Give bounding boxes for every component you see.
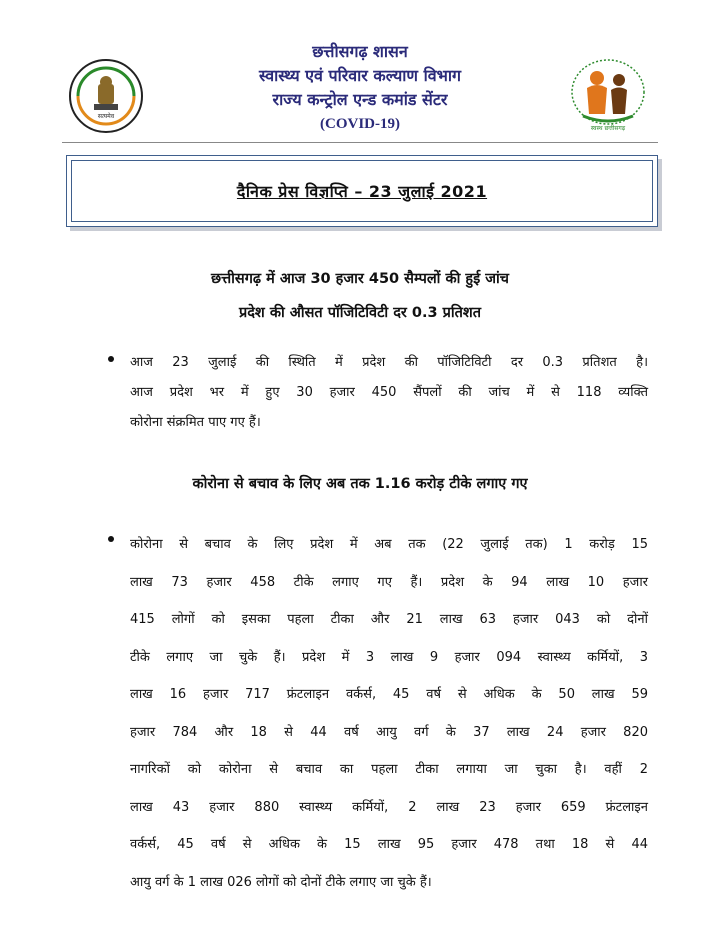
svg-text:सत्यमेव: सत्यमेव <box>97 113 115 120</box>
department-heading <box>180 40 540 136</box>
headline-vaccination: कोरोना से बचाव के लिए अब तक 1.16 करोड़ टीके लगाए गए <box>192 476 528 492</box>
heading-covid: (COVID-19) <box>320 116 400 132</box>
bullet2-line-1: कोरोना से बचाव के लिए प्रदेश में अब तक (22 जुलाई तक) 1 करोड़ 15 <box>130 537 648 552</box>
bullet-dot <box>108 356 114 362</box>
bullet1-line-2: आज प्रदेश भर में हुए 30 हजार 450 सैंपलों की जांच में से 118 व्यक्ति <box>130 385 648 400</box>
right-logo-caption: स्वस्थ छत्तीसगढ़ <box>590 125 626 132</box>
bullet2-line-4: टीके लगाए जा चुके हैं। प्रदेश में 3 लाख 9 हजार 094 स्वास्थ्य कर्मियों, 3 <box>130 649 648 665</box>
press-release-title-box <box>66 155 658 227</box>
bullet-positivity-text <box>130 348 648 438</box>
bullet2-line-5: लाख 16 हजार 717 फ्रंटलाइन वर्कर्स, 45 वर्ष से अधिक के 50 लाख 59 <box>130 687 648 702</box>
heading-control-center: राज्य कन्ट्रोल एन्ड कमांड सेंटर <box>272 90 448 109</box>
heading-department: स्वास्थ्य एवं परिवार कल्याण विभाग <box>258 66 462 85</box>
heading-state-government: छत्तीसगढ़ शासन <box>312 42 408 61</box>
bullet2-line-10: आयु वर्ग के 1 लाख 026 लोगों को दोनों टीके लगाए जा चुके हैं। <box>130 874 432 890</box>
bullet2-line-3: 415 लोगों को इसका पहला टीका और 21 लाख 63 हजार 043 को दोनों <box>130 612 648 627</box>
bullet2-line-2: लाख 73 हजार 458 टीके लगाए गए हैं। प्रदेश के 94 लाख 10 हजार <box>130 574 648 590</box>
bullet2-line-6: हजार 784 और 18 से 44 वर्ष आयु वर्ग के 37 लाख 24 हजार 820 <box>130 724 648 740</box>
bullet-dot <box>108 536 114 542</box>
bullet2-line-9: वर्कर्स, 45 वर्ष से अधिक के 15 लाख 95 हजार 478 तथा 18 से 44 <box>130 837 648 852</box>
chhattisgarh-emblem-logo <box>68 58 144 134</box>
bullet2-line-8: लाख 43 हजार 880 स्वास्थ्य कर्मियों, 2 लाख 23 हजार 659 फ्रंटलाइन <box>130 799 648 815</box>
press-release-title: दैनिक प्रेस विज्ञप्ति – 23 जुलाई 2021 <box>236 182 488 201</box>
bullet-vaccination <box>108 526 648 901</box>
headline-samples: छत्तीसगढ़ में आज 30 हजार 450 सैम्पलों की हुई जांच <box>210 271 510 287</box>
letterhead <box>0 0 720 142</box>
header-divider <box>62 142 658 143</box>
bullet1-line-3: कोरोना संक्रमित पाए गए हैं। <box>130 415 261 430</box>
bullet-positivity <box>108 348 648 438</box>
headline-positivity: प्रदेश की औसत पॉजिटिविटी दर 0.3 प्रतिशत <box>238 305 482 321</box>
bullet1-line-1: आज 23 जुलाई की स्थिति में प्रदेश की पॉजिटिविटी दर 0.3 प्रतिशत है। <box>130 355 648 370</box>
bullet-vaccination-text <box>130 526 648 901</box>
bullet2-line-7: नागरिकों को कोरोना से बचाव का पहला टीका लगाया जा चुका है। वहीं 2 <box>130 762 648 777</box>
